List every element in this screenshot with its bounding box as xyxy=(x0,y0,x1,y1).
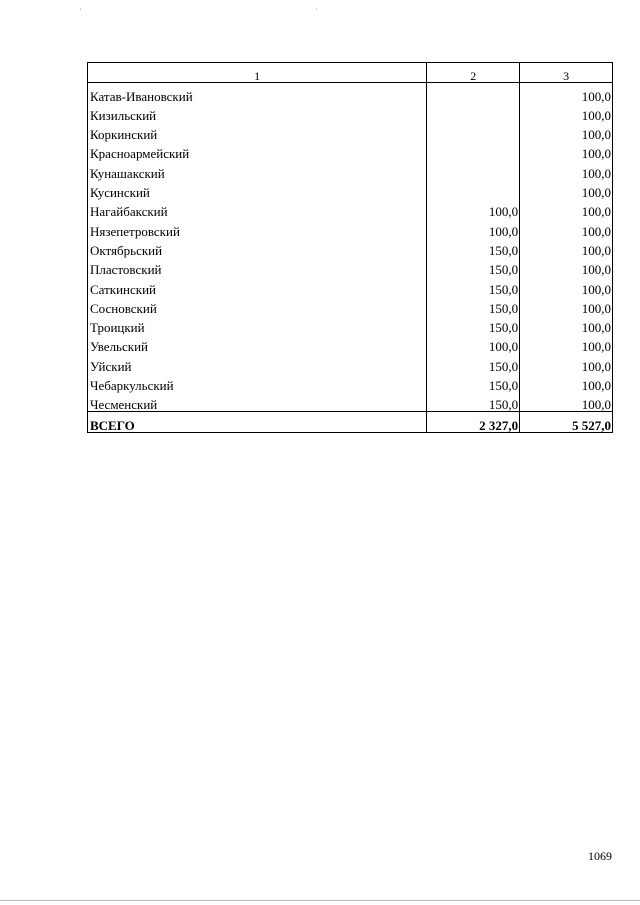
district-name-cell: Нязепетровский xyxy=(88,218,427,237)
table-row xyxy=(88,276,613,295)
total-label-cell: ВСЕГО xyxy=(88,412,427,432)
column-2-value-cell: 150,0 xyxy=(427,373,520,392)
header-col-3: 3 xyxy=(520,63,613,83)
table-row xyxy=(88,199,613,218)
total-column-2-cell: 2 327,0 xyxy=(427,412,520,432)
column-2-value-cell xyxy=(427,180,520,199)
table-row xyxy=(88,353,613,372)
table-row xyxy=(88,315,613,334)
column-3-value-cell: 100,0 xyxy=(520,122,613,141)
column-2-value-cell: 150,0 xyxy=(427,238,520,257)
column-2-value-cell: 150,0 xyxy=(427,296,520,315)
table-row xyxy=(88,218,613,237)
page-number: 1069 xyxy=(588,849,612,863)
column-3-value-cell: 100,0 xyxy=(520,83,613,103)
column-3-value-cell: 100,0 xyxy=(520,334,613,353)
district-name-cell: Кусинский xyxy=(88,180,427,199)
column-3-value-cell: 100,0 xyxy=(520,353,613,372)
column-2-value-cell: 150,0 xyxy=(427,392,520,412)
district-name-cell: Увельский xyxy=(88,334,427,353)
district-name-cell: Красноармейский xyxy=(88,141,427,160)
column-2-value-cell xyxy=(427,83,520,103)
column-3-value-cell: 100,0 xyxy=(520,238,613,257)
table-header-row xyxy=(88,63,613,83)
column-2-value-cell xyxy=(427,122,520,141)
table-row xyxy=(88,141,613,160)
column-3-value-cell: 100,0 xyxy=(520,160,613,179)
table-row xyxy=(88,257,613,276)
column-2-value-cell: 150,0 xyxy=(427,276,520,295)
district-name-cell: Саткинский xyxy=(88,276,427,295)
table-row xyxy=(88,296,613,315)
column-2-value-cell: 150,0 xyxy=(427,257,520,276)
table-row xyxy=(88,334,613,353)
total-column-3-cell: 5 527,0 xyxy=(520,412,613,432)
table-row xyxy=(88,238,613,257)
district-name-cell: Коркинский xyxy=(88,122,427,141)
column-3-value-cell: 100,0 xyxy=(520,180,613,199)
column-3-value-cell: 100,0 xyxy=(520,141,613,160)
table-body xyxy=(88,63,613,433)
district-name-cell: Нагайбакский xyxy=(88,199,427,218)
district-name-cell: Октябрьский xyxy=(88,238,427,257)
column-3-value-cell: 100,0 xyxy=(520,257,613,276)
column-2-value-cell: 100,0 xyxy=(427,334,520,353)
table-row xyxy=(88,373,613,392)
column-2-value-cell xyxy=(427,103,520,122)
total-row xyxy=(88,412,613,432)
table-row xyxy=(88,122,613,141)
table-row xyxy=(88,392,613,412)
column-3-value-cell: 100,0 xyxy=(520,218,613,237)
district-name-cell: Троицкий xyxy=(88,315,427,334)
district-name-cell: Уйский xyxy=(88,353,427,372)
column-2-value-cell xyxy=(427,160,520,179)
district-name-cell: Кунашакский xyxy=(88,160,427,179)
table-row xyxy=(88,103,613,122)
column-3-value-cell: 100,0 xyxy=(520,276,613,295)
column-3-value-cell: 100,0 xyxy=(520,199,613,218)
column-3-value-cell: 100,0 xyxy=(520,103,613,122)
district-name-cell: Чебаркульский xyxy=(88,373,427,392)
column-3-value-cell: 100,0 xyxy=(520,315,613,334)
district-name-cell: Сосновский xyxy=(88,296,427,315)
table-row xyxy=(88,180,613,199)
allocation-table xyxy=(87,62,613,433)
column-2-value-cell: 100,0 xyxy=(427,199,520,218)
column-2-value-cell: 100,0 xyxy=(427,218,520,237)
scan-speck xyxy=(80,8,81,10)
header-col-2: 2 xyxy=(427,63,520,83)
column-3-value-cell: 100,0 xyxy=(520,296,613,315)
column-3-value-cell: 100,0 xyxy=(520,392,613,412)
table-row xyxy=(88,160,613,179)
bottom-rule xyxy=(0,900,640,901)
district-name-cell: Кизильский xyxy=(88,103,427,122)
district-name-cell: Пластовский xyxy=(88,257,427,276)
district-name-cell: Чесменский xyxy=(88,392,427,412)
column-2-value-cell xyxy=(427,141,520,160)
header-col-1: 1 xyxy=(88,63,427,83)
column-3-value-cell: 100,0 xyxy=(520,373,613,392)
column-2-value-cell: 150,0 xyxy=(427,353,520,372)
district-name-cell: Катав-Ивановский xyxy=(88,83,427,103)
table-row xyxy=(88,83,613,103)
column-2-value-cell: 150,0 xyxy=(427,315,520,334)
scan-speck xyxy=(316,8,317,10)
